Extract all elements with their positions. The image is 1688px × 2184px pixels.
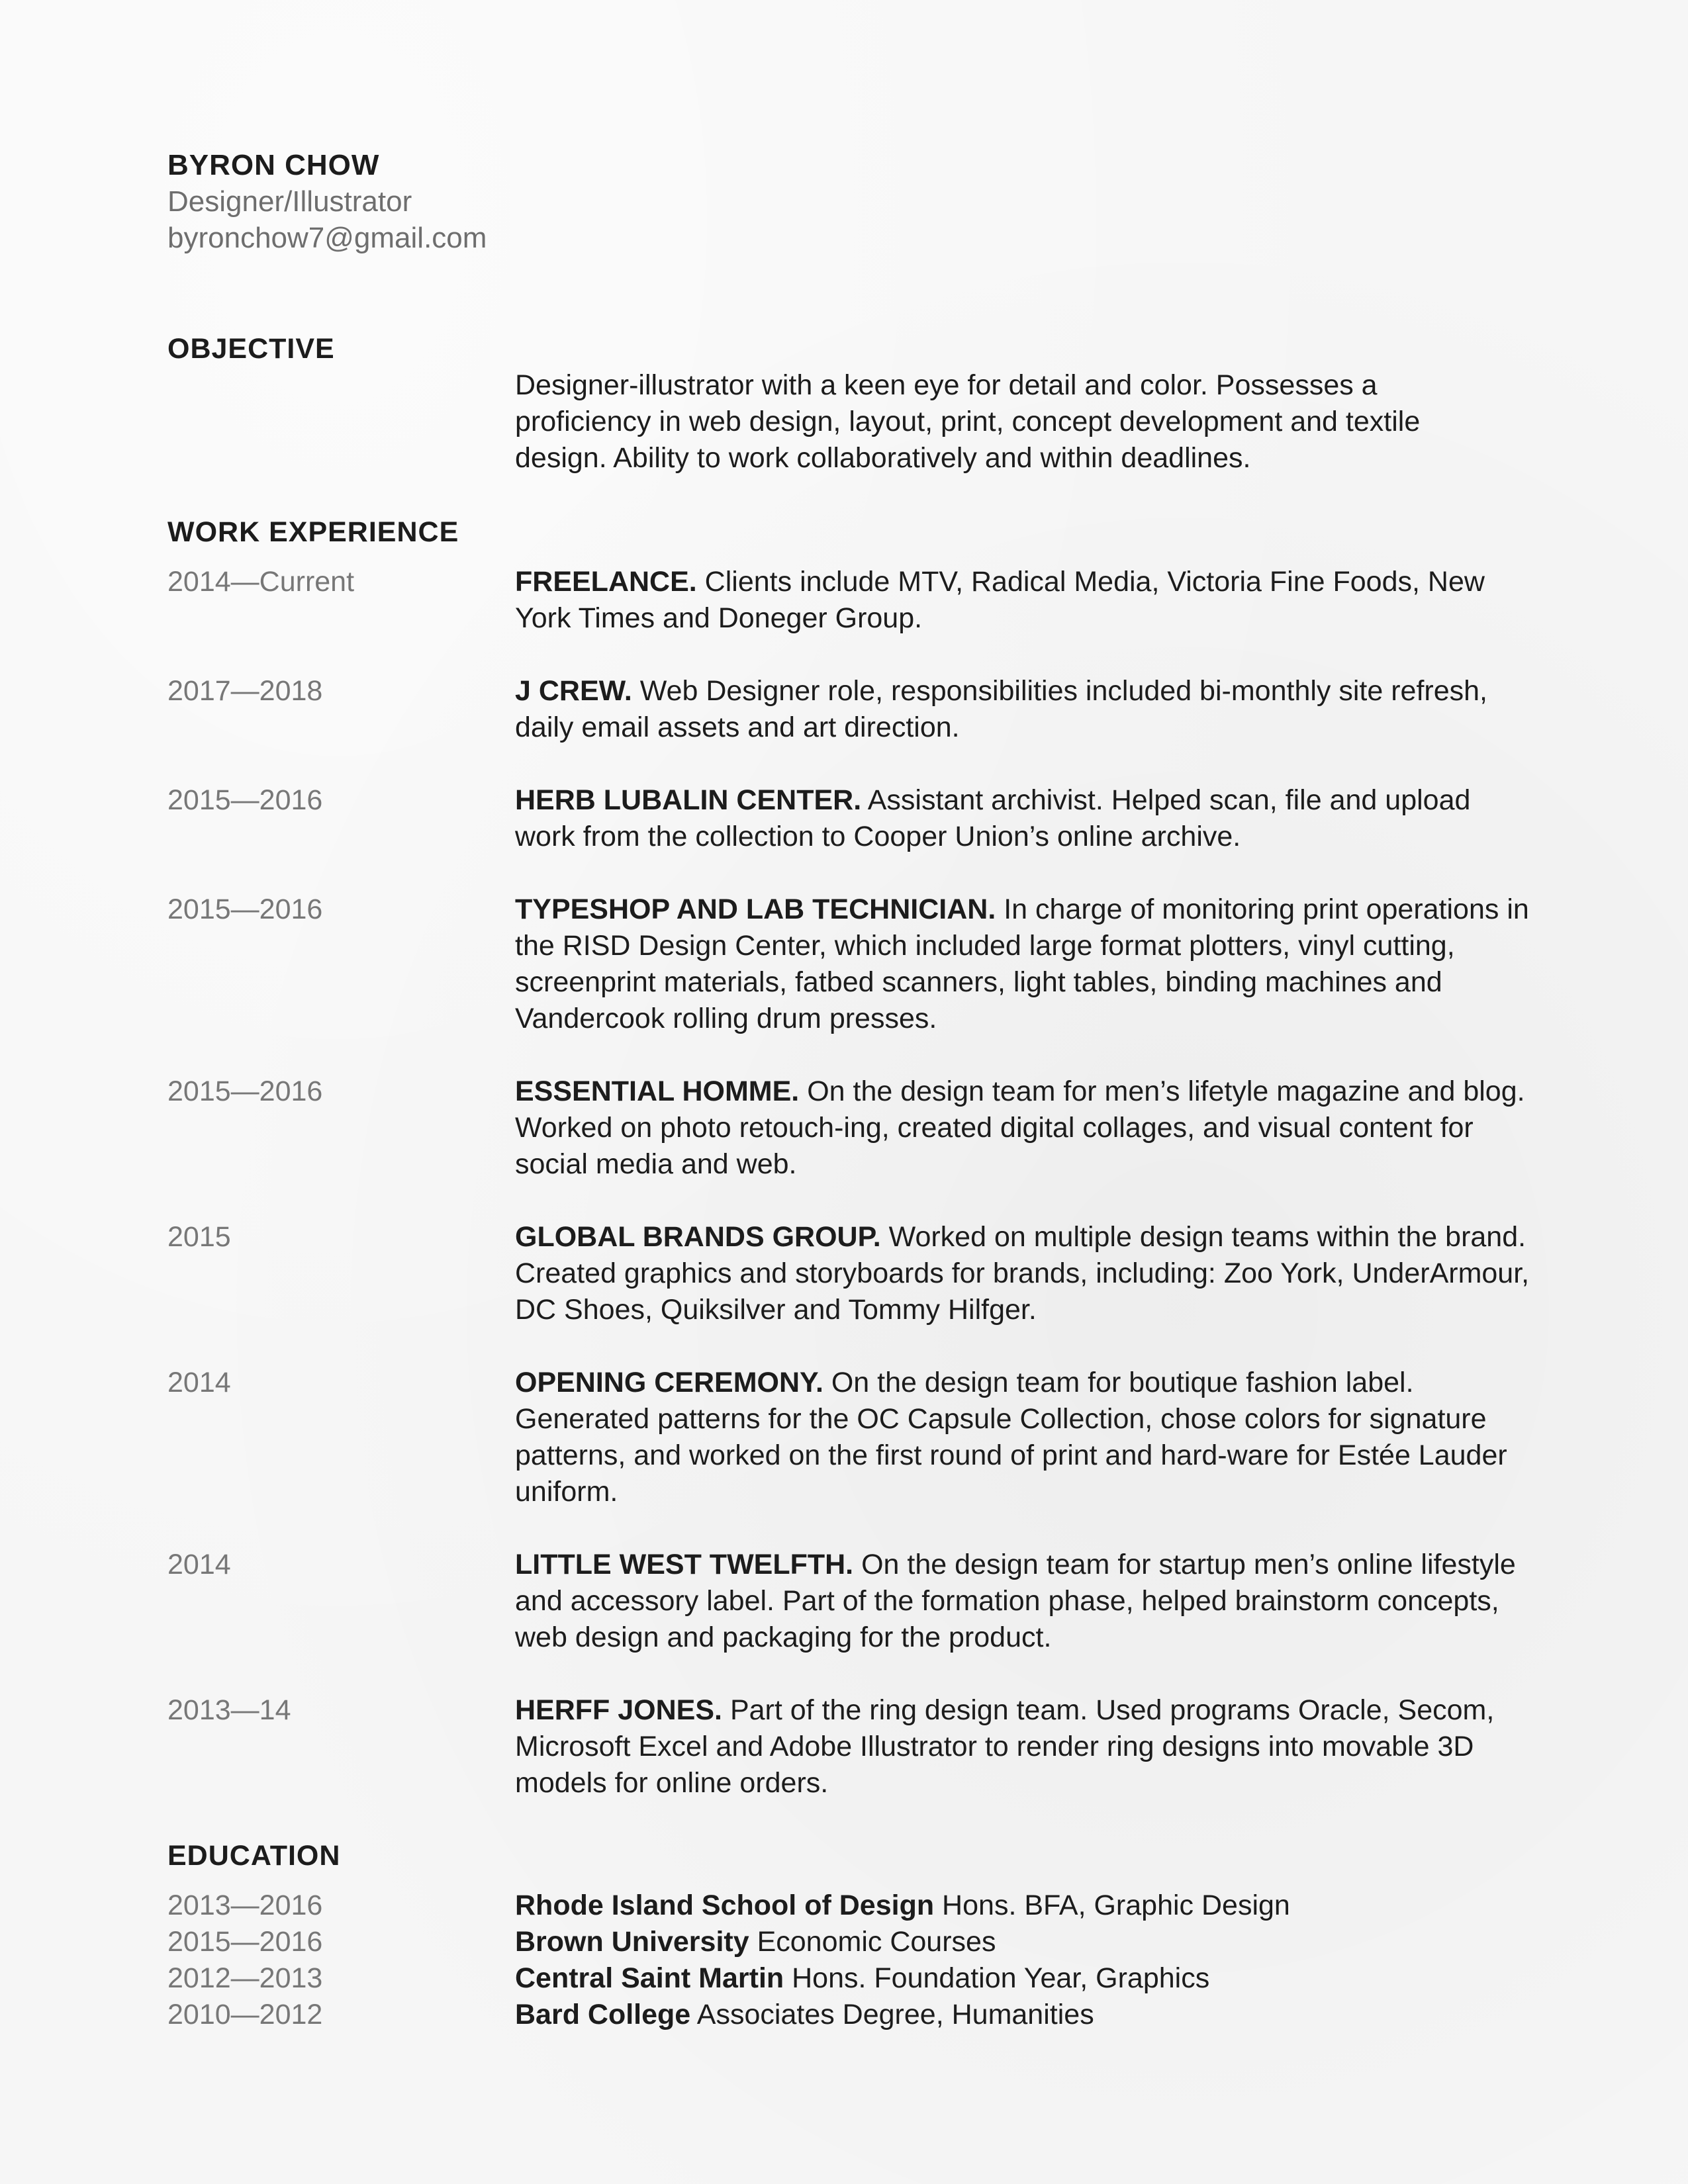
education-description <box>515 1924 996 1960</box>
experience-years: 2014 <box>167 1367 231 1398</box>
education-school: Rhode Island School of Design <box>515 1889 935 1921</box>
experience-years: 2015 <box>167 1221 231 1253</box>
education-school: Brown University <box>515 1926 749 1958</box>
education-years: 2012—2013 <box>167 1962 323 1994</box>
education-years: 2013—2016 <box>167 1889 323 1921</box>
experience-years: 2014 <box>167 1549 231 1580</box>
experience-company: HERFF JONES. <box>515 1694 722 1726</box>
experience-description <box>515 891 1534 1037</box>
education-description <box>515 1997 1094 2033</box>
experience-description <box>515 1547 1534 1656</box>
experience-description <box>515 673 1534 746</box>
experience-details: On the design team for boutique fashion label. Generated patterns for the OC Capsule Collection, chose colors for signature patterns, and worked on the first round of print and hard-ware for Estée Lauder uniform. <box>515 1367 1507 1508</box>
objective-text: Designer-illustrator with a keen eye for detail and color. Possesses a proficiency in web design, layout, print, concept development and textile design. Ability to work collaboratively and within deadlines. <box>515 369 1421 474</box>
experience-details: On the design team for men’s lifetyle magazine and blog. Worked on photo retouch-ing, created digital collages, and visual content for social media and web. <box>515 1075 1525 1180</box>
education-years: 2015—2016 <box>167 1926 323 1958</box>
experience-company: FREELANCE. <box>515 566 697 598</box>
experience-company: OPENING CEREMONY. <box>515 1367 823 1398</box>
education-school: Central Saint Martin <box>515 1962 784 1994</box>
experience-company: ESSENTIAL HOMME. <box>515 1075 800 1107</box>
applicant-name: BYRON CHOW <box>167 149 380 181</box>
experience-description <box>515 564 1534 637</box>
education-detail: Hons. Foundation Year, Graphics <box>784 1962 1210 1994</box>
experience-description <box>515 1692 1534 1801</box>
education-detail: Associates Degree, Humanities <box>690 1999 1094 2030</box>
education-detail: Hons. BFA, Graphic Design <box>934 1889 1290 1921</box>
applicant-role: Designer/Illustrator <box>167 185 412 218</box>
experience-company: LITTLE WEST TWELFTH. <box>515 1549 854 1580</box>
experience-description <box>515 1365 1534 1510</box>
experience-details: Web Designer role, responsibilities included bi-monthly site refresh, daily email assets and art direction. <box>515 675 1487 743</box>
education-school: Bard College <box>515 1999 691 2030</box>
experience-details: In charge of monitoring print operations in the RISD Design Center, which included large format plotters, vinyl cutting, screenprint materials, fatbed scanners, light tables, binding machines and Vandercook rolling drum presses. <box>515 893 1529 1034</box>
education-description <box>515 1960 1209 1997</box>
experience-details: On the design team for startup men’s online lifestyle and accessory label. Part of the formation phase, helped brainstorm concepts, web design and packaging for the product. <box>515 1549 1516 1653</box>
education-detail: Economic Courses <box>749 1926 996 1958</box>
resume-header <box>167 147 487 256</box>
experience-details: Assistant archivist. Helped scan, file and upload work from the collection to Cooper Union’s online archive. <box>515 784 1471 852</box>
applicant-email: byronchow7@gmail.com <box>167 222 487 254</box>
objective-heading: OBJECTIVE <box>167 333 335 365</box>
education-item <box>167 1997 1531 2033</box>
experience-years: 2014—Current <box>167 566 355 598</box>
education-item <box>167 1960 1531 1997</box>
education-item <box>167 1888 1531 1924</box>
experience-description <box>515 1219 1534 1328</box>
experience-description <box>515 782 1534 855</box>
experience-details: Worked on multiple design teams within the brand. Created graphics and storyboards for brands, including: Zoo York, UnderArmour, DC Shoes, Quiksilver and Tommy Hilfger. <box>515 1221 1530 1326</box>
experience-details: Part of the ring design team. Used programs Oracle, Secom, Microsoft Excel and Adobe Illustrator to render ring designs into movable 3D models for online orders. <box>515 1694 1495 1799</box>
experience-company: TYPESHOP AND LAB TECHNICIAN. <box>515 893 996 925</box>
experience-company: HERB LUBALIN CENTER. <box>515 784 862 816</box>
experience-company: J CREW. <box>515 675 632 707</box>
experience-company: GLOBAL BRANDS GROUP. <box>515 1221 881 1253</box>
education-heading: EDUCATION <box>167 1840 341 1872</box>
experience-years: 2013—14 <box>167 1694 291 1726</box>
education-description <box>515 1888 1290 1924</box>
work-experience-heading: WORK EXPERIENCE <box>167 516 459 548</box>
experience-years: 2017—2018 <box>167 675 323 707</box>
experience-details: Clients include MTV, Radical Media, Victoria Fine Foods, New York Times and Doneger Group. <box>515 566 1485 634</box>
experience-description <box>515 1073 1534 1183</box>
experience-years: 2015—2016 <box>167 893 323 925</box>
experience-years: 2015—2016 <box>167 1075 323 1107</box>
experience-years: 2015—2016 <box>167 784 323 816</box>
education-item <box>167 1924 1531 1960</box>
education-years: 2010—2012 <box>167 1999 323 2030</box>
